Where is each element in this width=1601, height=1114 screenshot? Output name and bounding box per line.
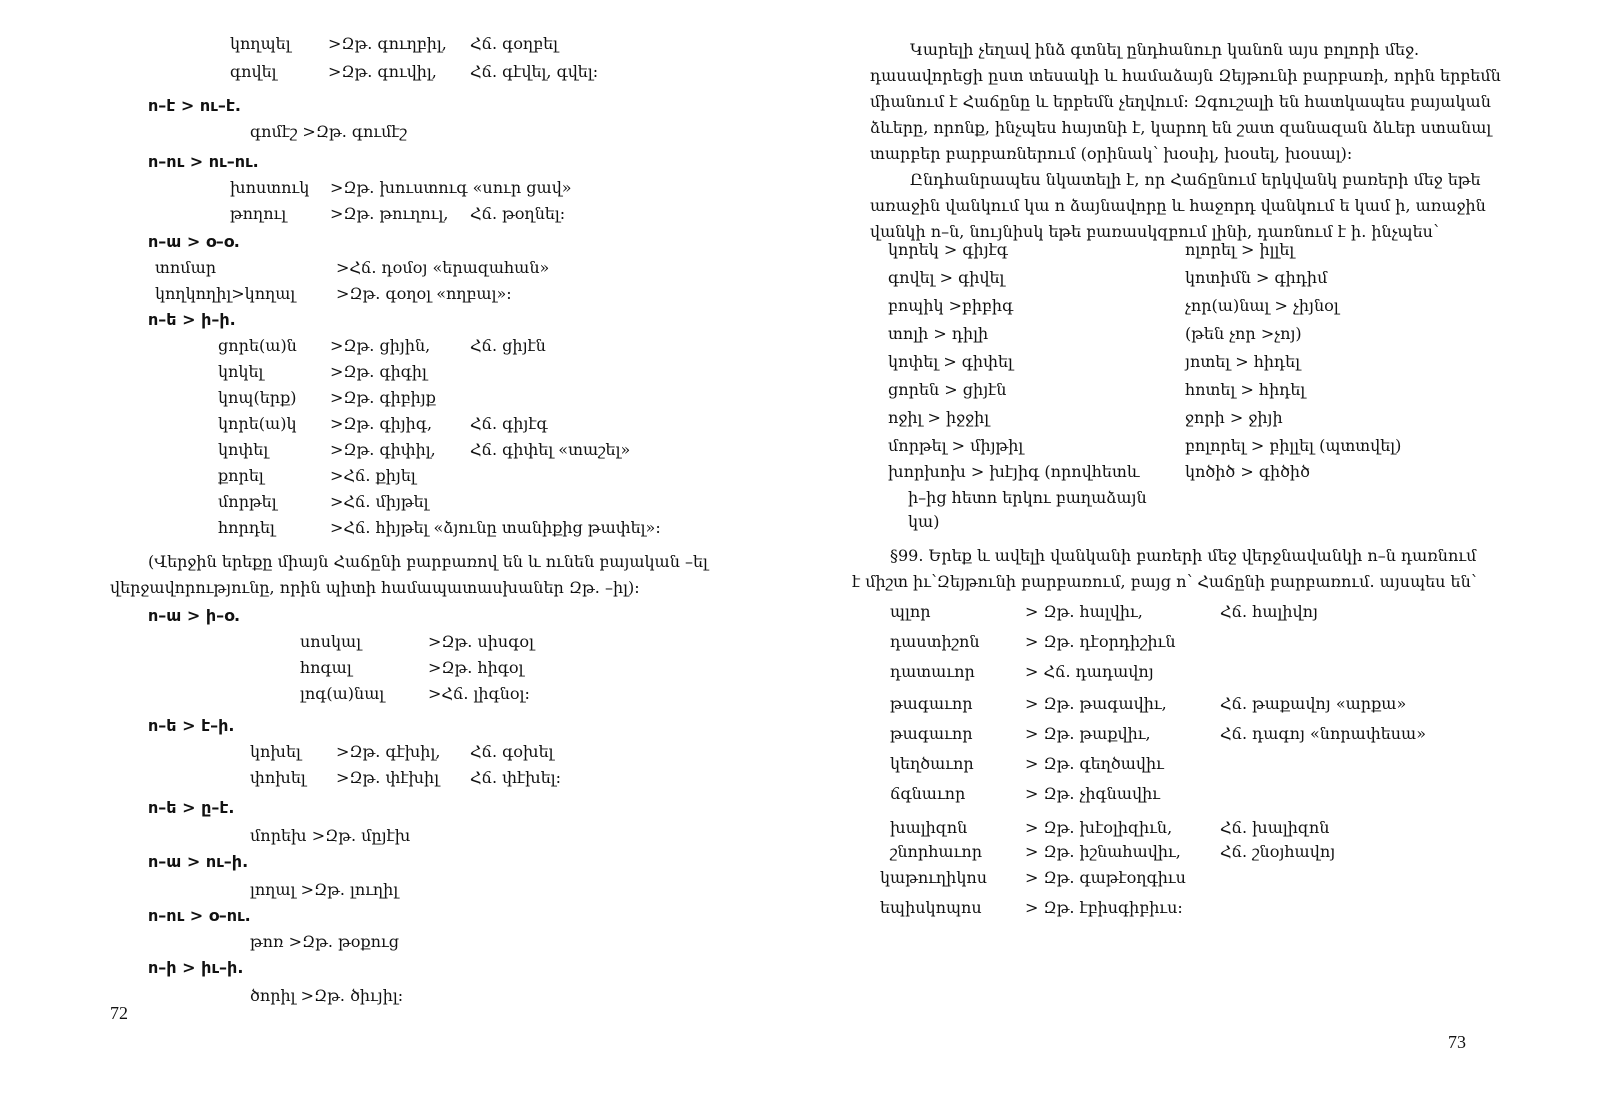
left-text-line: >Զթ. գուղբիլ, bbox=[328, 34, 447, 53]
left-text-line: Հճ. թօղնել: bbox=[470, 204, 566, 223]
right-text-line: ճգնաւոր bbox=[890, 784, 966, 803]
left-text-line: կոփել bbox=[218, 440, 269, 459]
right-text-line: կորեկ > գիյէգ bbox=[888, 240, 1008, 259]
left-text-line: >Զթ. գէխիլ, bbox=[336, 742, 441, 761]
left-text-line: ցորե(ա)ն bbox=[218, 336, 297, 355]
left-text-line: կոպ(երք) bbox=[218, 388, 297, 407]
right-text-line: ի–ից հետո երկու բաղաձայն bbox=[908, 488, 1147, 507]
right-text-line: > Զթ. գեղծավիւ bbox=[1025, 754, 1164, 773]
left-text-line: թոռ >Զթ. թօքուց bbox=[250, 932, 400, 951]
left-text-line: ո–է > ու–է. bbox=[148, 96, 241, 115]
right-text-line: է միշտ իւ՝Զեյթունի բարբառում, բայց ո՝ Հաճընի բարբառում. այսպես են՝ bbox=[852, 572, 1477, 591]
left-text-line: >Զթ. գուվիլ, bbox=[328, 62, 437, 81]
left-text-line: >Զթ. սիսգօլ bbox=[428, 632, 534, 651]
right-text-line: > Զթ. դէօրդիշիւն bbox=[1025, 632, 1176, 651]
left-text-line: կողկողիլ>կողալ bbox=[155, 284, 296, 303]
right-text-line: հոտել > հիդել bbox=[1185, 380, 1306, 399]
left-text-line: >Զթ. գիփիլ, bbox=[330, 440, 436, 459]
right-text-line: > Զթ. էբիսգիբիւս: bbox=[1025, 898, 1183, 917]
left-text-line: կողպել bbox=[230, 34, 291, 53]
right-text-line: դաստիշոն bbox=[890, 632, 980, 651]
left-text-line: >Հճ. միյթել bbox=[330, 492, 429, 511]
left-text-line: >Հճ. դօմօյ «երազահան» bbox=[336, 258, 550, 277]
right-text-line: Հճ. խալիզոն bbox=[1220, 818, 1330, 837]
left-text-line: ո–ե > ը–է. bbox=[148, 798, 235, 817]
left-text-line: խոստուկ bbox=[230, 178, 310, 197]
left-text-line: լոգ(ա)նալ bbox=[300, 684, 385, 703]
right-text-line: յոտել > հիդել bbox=[1185, 352, 1301, 371]
left-text-line: >Հճ. հիյթել «ձյունը տանիքից թափել»: bbox=[330, 518, 661, 537]
right-text-line: > Զթ. թաքվիւ, bbox=[1025, 724, 1151, 743]
left-text-line: >Զթ. ցիյին, bbox=[330, 336, 431, 355]
right-text-line: բոպիկ >բիբիգ bbox=[888, 296, 1014, 315]
left-text-line: հորդել bbox=[218, 518, 275, 537]
left-text-line: մորեխ >Զթ. մըյէխ bbox=[250, 826, 411, 845]
right-text-line: կա) bbox=[908, 512, 940, 531]
left-text-line: քորել bbox=[218, 466, 264, 485]
left-text-line: հոգալ bbox=[300, 658, 352, 677]
right-text-line: Ընդհանրապես նկատելի է, որ Հաճընում երկվանկ բառերի մեջ եթե bbox=[910, 170, 1481, 189]
left-text-line: ո–ի > իւ–ի. bbox=[148, 958, 244, 977]
right-text-line: Կարելի չեղավ ինձ գտնել ընդհանուր կանոն այս բոլորի մեջ. bbox=[910, 40, 1420, 59]
right-text-line: Հճ. հալիվոյ bbox=[1220, 602, 1318, 621]
right-text-line: գովել > գիվել bbox=[888, 268, 1005, 287]
right-text-line: շնորհաւոր bbox=[890, 842, 983, 861]
left-text-line: Հճ. գիփել «տաշել» bbox=[470, 440, 631, 459]
left-text-line: ծորիլ >Զթ. ծիւյիլ: bbox=[250, 986, 404, 1005]
left-text-line: >Հճ. լիգնօլ: bbox=[428, 684, 530, 703]
page-number-right: 73 bbox=[1448, 1032, 1466, 1052]
right-text-line: ոջիլ > իջջիլ bbox=[888, 408, 990, 427]
left-text-line: մորթել bbox=[218, 492, 277, 511]
left-text-line: >Զթ. հիգօլ bbox=[428, 658, 524, 677]
right-text-line: չոր(ա)նալ > չիյնօլ bbox=[1185, 296, 1339, 315]
left-text-line: >Զթ. գիբիյք bbox=[330, 388, 436, 407]
left-text-line: Հճ. գօղբել bbox=[470, 34, 558, 53]
right-text-line: Հճ. շնօյհավոյ bbox=[1220, 842, 1336, 861]
right-text-line: դատաւոր bbox=[890, 662, 975, 681]
right-text-line: ցորեն > ցիյէն bbox=[888, 380, 1007, 399]
left-text-line: ո–ա > օ–օ. bbox=[148, 232, 240, 251]
left-text-line: գովել bbox=[230, 62, 277, 81]
left-text-line: Հճ. գէվել, գվել: bbox=[470, 62, 599, 81]
right-text-line: առաջին վանկում կա ո ձայնավորը և հաջորդ վանկում ե կամ ի, առաջին bbox=[870, 196, 1486, 215]
right-text-line: պլոր bbox=[890, 602, 931, 621]
right-text-line: Հճ. թաքավոյ «արքա» bbox=[1220, 694, 1407, 713]
right-text-line: տարբեր բարբառներում (օրինակ՝ խօսիլ, խօսել, խօսալ): bbox=[870, 144, 1353, 163]
left-text-line: >Հճ. քիյել bbox=[330, 466, 416, 485]
right-text-line: > Զթ. թագավիւ, bbox=[1025, 694, 1167, 713]
right-text-line: > Զթ. գաթէօղգիւս bbox=[1025, 868, 1186, 887]
right-text-line: ձևերը, որոնք, ինչպես հայտնի է, կարող են շատ զանազան ձևեր ստանալ bbox=[870, 118, 1492, 137]
left-text-line: >Զթ. գիյիգ, bbox=[330, 414, 433, 433]
left-text-line: Հճ. ցիյէն bbox=[470, 336, 546, 355]
left-text-line: փոխել bbox=[250, 768, 306, 787]
right-text-line: վանկի ո–ն, նույնիսկ եթե բառասկզբում լինի, դառնում է ի. ինչպես՝ bbox=[870, 222, 1439, 241]
right-text-line: կոծիծ > գիծիծ bbox=[1185, 462, 1310, 481]
right-text-line: §99. Երեք և ավելի վանկանի բառերի մեջ վերջնավանկի ո–ն դառնում bbox=[890, 546, 1477, 565]
right-text-line: (թեն չոր >չոյ) bbox=[1185, 324, 1302, 343]
left-text-line: Հճ. գիյէգ bbox=[470, 414, 548, 433]
left-text-line: սոսկալ bbox=[300, 632, 362, 651]
right-text-line: խորխոխ > խէյիգ (որովհետև bbox=[888, 462, 1140, 481]
left-text-line: Հճ. գօխել bbox=[470, 742, 554, 761]
right-text-line: > Զթ. չիգնավիւ bbox=[1025, 784, 1160, 803]
left-text-line: Հճ. փէխել: bbox=[470, 768, 562, 787]
left-text-line: ո–ա > ու–ի. bbox=[148, 852, 249, 871]
right-text-line: > Զթ. իշնահավիւ, bbox=[1025, 842, 1181, 861]
left-text-line: >Զթ. փէխիլ bbox=[336, 768, 440, 787]
right-text-line: կոտիմն > գիդիմ bbox=[1185, 268, 1328, 287]
right-text-line: Հճ. դագոյ «նորափեսա» bbox=[1220, 724, 1427, 743]
page-number-left: 72 bbox=[110, 1003, 128, 1023]
right-text-line: եպիսկոպոս bbox=[880, 898, 982, 917]
left-text-line: >Զթ. գիգիլ bbox=[330, 362, 427, 381]
right-text-line: մորթել > միյթիլ bbox=[888, 436, 1024, 455]
left-text-line: >Զթ. գօղօլ «ողբալ»: bbox=[336, 284, 512, 303]
right-text-line: կաթուղիկոս bbox=[880, 868, 988, 887]
left-text-line: >Զթ. թուղուլ, bbox=[330, 204, 449, 223]
left-text-line: ո–ու > ու–ու. bbox=[148, 152, 259, 171]
right-text-line: > Հճ. դադավոյ bbox=[1025, 662, 1154, 681]
right-text-line: կոփել > գիփել bbox=[888, 352, 1013, 371]
right-text-line: բոլորել > բիլլել (պտտվել) bbox=[1185, 436, 1402, 455]
left-text-line: կոկել bbox=[218, 362, 264, 381]
left-text-line: կորե(ա)կ bbox=[218, 414, 297, 433]
right-text-line: > Զթ. հալվիւ, bbox=[1025, 602, 1143, 621]
right-text-line: թագաւոր bbox=[890, 724, 973, 743]
right-text-line: տոլի > դիլի bbox=[888, 324, 989, 343]
right-text-line: թագաւոր bbox=[890, 694, 973, 713]
right-text-line: դասավորեցի ըստ տեսակի և համաձայն Զեյթունի բարբառի, որին երբեմն bbox=[870, 66, 1501, 85]
left-text-line: ո–ու > օ–ու. bbox=[148, 906, 251, 925]
right-text-line: միանում է Հաճընը և երբեմն չեղվում: Զգուշալի են հատկապես բայական bbox=[870, 92, 1491, 111]
left-text-line: ո–ե > ի–ի. bbox=[148, 310, 236, 329]
right-text-line: > Զթ. խէօլիզիւն, bbox=[1025, 818, 1173, 837]
left-text-line: լողալ >Զթ. լուղիլ bbox=[250, 880, 399, 899]
left-text-line: (Վերջին երեքը միայն Հաճընի բարբառով են և ունեն բայական –ել bbox=[148, 552, 708, 571]
left-text-line: ո–ե > է–ի. bbox=[148, 716, 235, 735]
left-text-line: վերջավորությունը, որին պիտի համապատասխաներ Զթ. –իլ): bbox=[110, 578, 640, 597]
left-text-line: >Զթ. խուստուգ «սուր ցավ» bbox=[330, 178, 572, 197]
right-text-line: ջորի > ջիյի bbox=[1185, 408, 1283, 427]
right-text-line: խալիզոն bbox=[890, 818, 968, 837]
left-text-line: ո–ա > ի–օ. bbox=[148, 606, 241, 625]
left-text-line: թողուլ bbox=[230, 204, 287, 223]
left-text-line: տոմար bbox=[155, 258, 217, 277]
right-text-line: կեղծաւոր bbox=[890, 754, 974, 773]
left-text-line: կոխել bbox=[250, 742, 301, 761]
left-text-line: գոմէշ >Զթ. գումէշ bbox=[250, 122, 407, 141]
right-text-line: ոլորել > իլլել bbox=[1185, 240, 1295, 259]
